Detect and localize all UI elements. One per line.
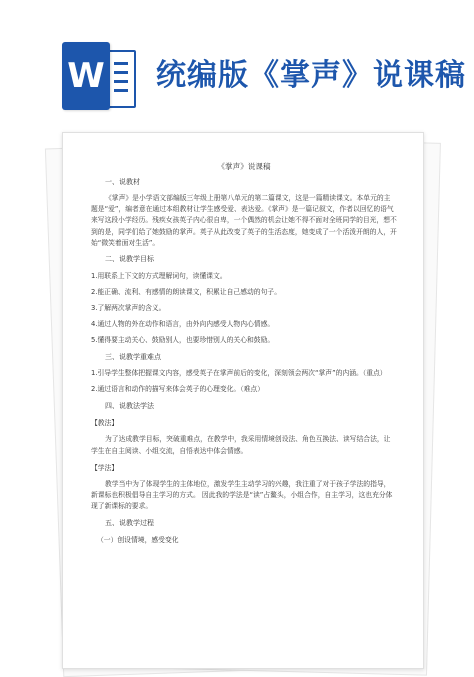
- word-line-1: [114, 62, 128, 65]
- key-point-item: 1.引导学生整体把握课文内容，感受英子在掌声前后的变化，深刻领会两次“掌声”的内涵。（重点）: [91, 369, 387, 378]
- document-stack: [62, 132, 426, 669]
- process-step: （一）创设情境，感受变化: [97, 536, 179, 545]
- paragraph-teaching-material: 《掌声》是小学语文部编版三年级上册第八单元的第二篇课文，这是一篇精读课文。本单元的主题是“爱”，编者意在通过本组教材让学生感受爱、表达爱。《掌声》是一篇记叙文，作者以回忆的语气来写这段小学经历。残疾女孩英子内心很自卑，一个偶然的机会让她不得不面对全班同学的目光，想不到的是，同学们给了她鼓励的掌声。英子从此改变了英子的生活态度，她变成了一个活泼开朗的人，开始“微笑着面对生活”。: [91, 194, 397, 247]
- word-line-4: [114, 89, 128, 92]
- word-line-2: [114, 71, 128, 74]
- teaching-method-text: 为了达成教学目标，突破重难点，在教学中，我采用情境创设法、角色互换法、读写结合法，让学生在自主阅读、小组交流，自悟表达中体会情感。: [91, 435, 391, 455]
- section-heading-key-points: 三、说教学重难点: [105, 352, 161, 361]
- word-letter-badge: W: [62, 42, 110, 110]
- section-heading-objectives: 二、说教学目标: [105, 255, 154, 264]
- document-title: 《掌声》说课稿: [217, 162, 271, 171]
- banner-title: 统编版《掌声》说课稿: [156, 58, 466, 93]
- objective-item: 3.了解两次掌声的含义。: [91, 304, 166, 313]
- document-page: [62, 132, 424, 669]
- word-line-3: [114, 80, 128, 83]
- teaching-method-label: 【教法】: [91, 419, 119, 428]
- key-point-item: 2.通过语言和动作的描写来体会英子的心理变化。（难点）: [91, 385, 265, 394]
- objective-item: 5.懂得要主动关心、鼓励别人，也要珍惜别人的关心和鼓励。: [91, 336, 275, 345]
- section-heading-teaching-material: 一、说教材: [105, 177, 140, 186]
- section-heading-methods: 四、说教法学法: [105, 401, 154, 410]
- objective-item: 2.能正确、流利、有感情的朗读课文，积累让自己感动的句子。: [91, 287, 281, 296]
- objective-item: 1.用联系上下文的方式理解词句，读懂课文。: [91, 271, 227, 280]
- word-document-icon: [62, 42, 134, 110]
- learning-method-text: 教学当中为了体现学生的主体地位，激发学生主动学习的兴趣，我注重了对于孩子学法的指导，新课标也积极倡导自主学习的方式。 因此我的学法是“读”占鳌头，小组合作，自主学习，这也充分体现了新课标的要求。: [91, 479, 393, 511]
- learning-method-label: 【学法】: [91, 463, 119, 472]
- banner: [0, 0, 474, 150]
- section-heading-process: 五、说教学过程: [105, 518, 154, 527]
- objective-item: 4.通过人物的外在动作和语言，由外向内感受人物内心情感。: [91, 320, 275, 329]
